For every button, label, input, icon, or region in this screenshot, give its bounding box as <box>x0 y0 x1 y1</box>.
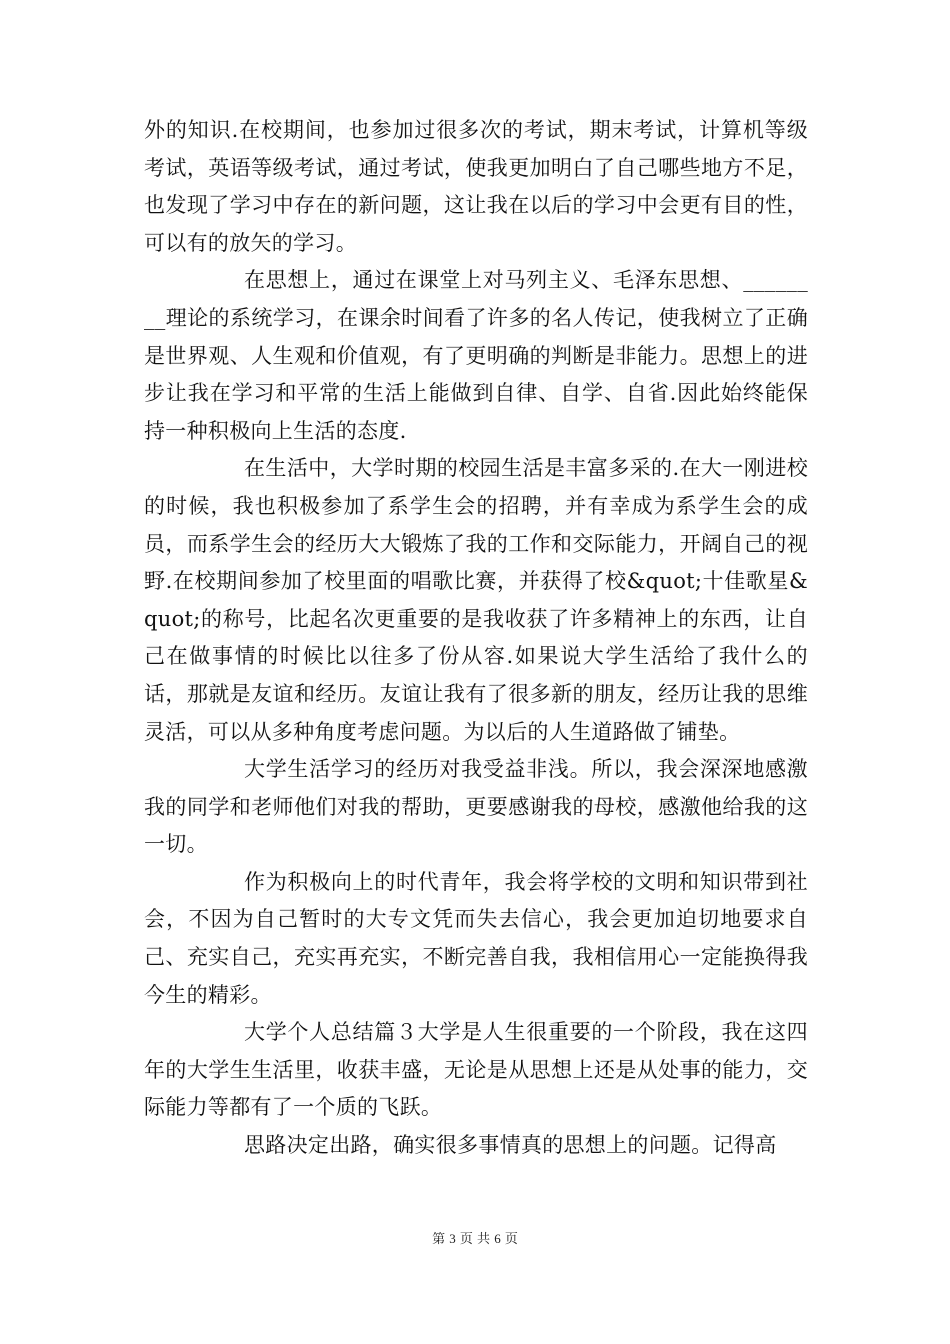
page-footer <box>0 1228 950 1247</box>
paragraph-7: 思路决定出路，确实很多事情真的思想上的问题。记得高 <box>244 1133 777 1158</box>
paragraph-5: 作为积极向上的时代青年，我会将学校的文明和知识带到社会，不因为自己暂时的大专文凭而失去信心，我会更加迫切地要求自己、充实自己，充实再充实，不断完善自我，我相信用心一定能换得我今生的精彩。 <box>144 869 808 1007</box>
document-body <box>144 112 808 1165</box>
paragraph-1: 外的知识.在校期间，也参加过很多次的考试，期末考试，计算机等级考试，英语等级考试，通过考试，使我更加明白了自己哪些地方不足，也发现了学习中存在的新问题，这让我在以后的学习中会更有目的性，可以有的放矢的学习。 <box>144 118 808 255</box>
paragraph-6: 大学个人总结篇３大学是人生很重要的一个阶段，我在这四年的大学生生活里，收获丰盛，无论是从思想上还是从处事的能力，交际能力等都有了一个质的飞跃。 <box>144 1020 808 1120</box>
footer-total-pages: 6 <box>494 1231 501 1246</box>
paragraph-2: 在思想上，通过在课堂上对马列主义、毛泽东思想、________理论的系统学习，在课余时间看了许多的名人传记，使我树立了正确是世界观、人生观和价值观，有了更明确的判断是非能力。思想上的进步让我在学习和平常的生活上能做到自律、自学、自省.因此始终能保持一种积极向上生活的态度. <box>144 268 808 443</box>
footer-suffix: 页 <box>504 1232 518 1247</box>
footer-current-page: 3 <box>449 1231 456 1246</box>
footer-prefix: 第 <box>432 1232 446 1247</box>
paragraph-3: 在生活中，大学时期的校园生活是丰富多采的.在大一刚进校的时候，我也积极参加了系学生会的招聘，并有幸成为系学生会的成员，而系学生会的经历大大锻炼了我的工作和交际能力，开阔自己的视野.在校期间参加了校里面的唱歌比赛，并获得了校&quot;十佳歌星&quot;的称号，比起名次更重要的是我收获了许多精神上的东西，让自己在做事情的时候比以往多了份从容.如果说大学生活给了我什么的话，那就是友谊和经历。友谊让我有了很多新的朋友，经历让我的思维灵活，可以从多种角度考虑问题。为以后的人生道路做了铺垫。 <box>144 456 808 744</box>
paragraph-4: 大学生活学习的经历对我受益非浅。所以，我会深深地感激我的同学和老师他们对我的帮助，更要感谢我的母校，感激他给我的这一切。 <box>144 757 808 857</box>
footer-middle: 页 共 <box>459 1232 491 1247</box>
